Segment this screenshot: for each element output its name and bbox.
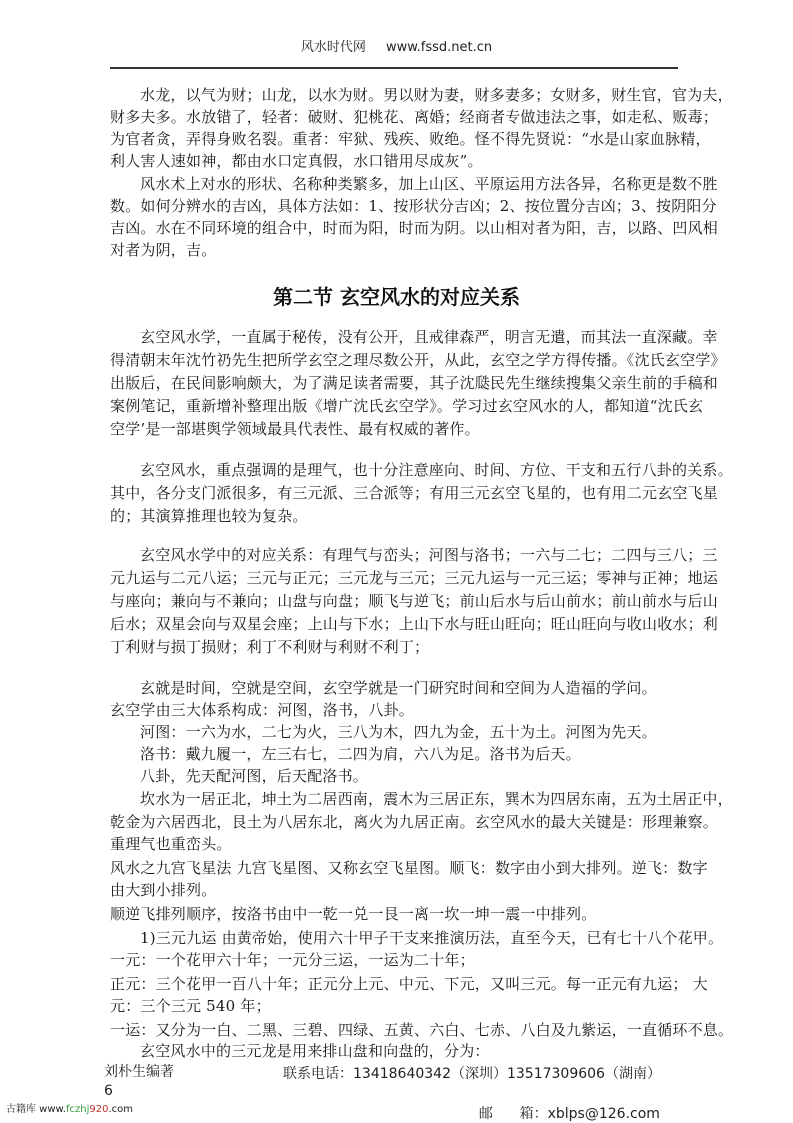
text-line: 出版后，在民间影响颇大，为了满足读者需要，其子沈瓞民先生继续搜集父亲生前的手稿和: [110, 374, 719, 392]
text-line: 对者为阴，吉。: [110, 241, 217, 259]
phone-2-location: （湖南）: [604, 1066, 661, 1082]
text-line: 乾金为六居西北，艮土为八居东北，离火为九居正南。玄空风水的最大关键是：形理兼察。: [110, 813, 719, 831]
text-line: 由大到小排列。: [110, 881, 217, 899]
text-line: 其中，各分支门派很多，有三元派、三合派等；有用三元玄空飞星的，也有用二元玄空飞星: [110, 484, 719, 502]
text-line: 后水；双星会向与双星会座；上山与下水；上山下水与旺山旺向；旺山旺向与收山收水；利: [110, 615, 719, 633]
text-line: 的；其演算推理也较为复杂。: [110, 507, 308, 525]
header-site-url: www.fssd.net.cn: [385, 40, 493, 55]
text-line: 与座向；兼向与不兼向；山盘与向盘；顺飞与逆飞；前山后水与后山前水；前山前水与后山: [110, 592, 719, 610]
phone-label: 联系电话：: [283, 1066, 353, 1082]
text-line: 吉凶。水在不同环境的组合中，时而为阳，时而为阴。以山相对者为阳，吉，以路、凹风相: [110, 219, 719, 237]
text-line: 风水之九宫飞星法 九宫飞星图、又称玄空飞星图。顺飞：数字由小到大排列。逆飞：数字: [110, 859, 708, 877]
text-line: 玄空风水中的三元龙是用来排山盘和向盘的，分为：: [140, 1042, 490, 1060]
text-line: 玄空学由三大体系构成：河图，洛书，八卦。: [110, 701, 415, 719]
page-number: 6: [104, 1083, 113, 1099]
text-line: 八卦，先天配河图，后天配洛书。: [140, 767, 369, 785]
header-site-name: 风水时代网: [300, 40, 366, 55]
text-line: 为官者贪，弄得身败名裂。重者：牢狱、残疾、败绝。怪不得先贤说：“水是山家血脉精，: [110, 130, 711, 148]
text-line: 数。如何分辨水的吉凶，具体方法如：1、按形状分吉凶；2、按位置分吉凶；3、按阴阳分: [110, 197, 717, 215]
text-line: 丁利财与损丁损财；利丁不利财与利财不利丁；: [110, 638, 430, 656]
text-line: 利人害人速如神，都由水口定真假，水口错用尽成灰”。: [110, 152, 483, 170]
text-line: 得清朝末年沈竹礽先生把所学玄空之理尽数公开，从此，玄空之学方得传播。《沈氏玄空学》: [110, 351, 726, 369]
text-line: 河图：一六为水，二七为火，三八为木，四九为金，五十为土。河图为先天。: [140, 723, 657, 741]
footer-author: 刘朴生编著: [104, 1064, 174, 1080]
text-line: 洛书：戴九履一，左三右七，二四为肩，六八为足。洛书为后天。: [140, 745, 581, 763]
text-line: 案例笔记，重新增补整理出版《增广沈氏玄空学》。学习过玄空风水的人，都知道“沈氏玄: [110, 397, 704, 415]
watermark-suffix: .com: [108, 1104, 134, 1115]
text-line: 玄空风水，重点强调的是理气，也十分注意座向、时间、方位、干支和五行八卦的关系。: [140, 461, 733, 479]
text-line: 玄就是时间，空就是空间，玄空学就是一门研究时间和空间为人造福的学问。: [140, 679, 657, 697]
page-header: [0, 36, 793, 55]
text-line: 玄空风水学，一直属于秘传，没有公开，且戒律森严，明言无遣，而其法一直深藏。幸: [140, 328, 718, 346]
section-title: 第二节 玄空风水的对应关系: [273, 285, 520, 309]
watermark: [6, 1100, 133, 1115]
watermark-prefix: 古籍库 www.: [6, 1104, 66, 1115]
text-line: 一运：又分为一白、二黑、三碧、四绿、五黄、六白、七赤、八白及九紫运，一直循环不息。: [110, 1021, 734, 1039]
text-line: 财多夫多。水放错了，轻者：破财、犯桃花、离婚；经商者专做违法之事，如走私、贩毒；: [110, 108, 719, 126]
text-line: 空学’是一部堪舆学领域最具代表性、最有权威的著作。: [110, 420, 480, 438]
text-line: 坎水为一居正北，坤土为二居西南，震木为三居正东，巽木为四居东南，五为土居正中，: [140, 790, 733, 808]
watermark-red: 920: [89, 1104, 109, 1115]
text-line: 水龙，以气为财；山龙，以水为财。男以财为妻，财多妻多；女财多，财生官，官为夫，: [140, 86, 733, 104]
text-line: 玄空风水学中的对应关系：有理气与峦头；河图与洛书；一六与二七；二四与三八；三: [140, 546, 718, 564]
phone-2: 13517309606: [506, 1066, 605, 1082]
header-rule: [110, 67, 678, 69]
text-line: 一元：一个花甲六十年；一元分三运，一运为二十年；: [110, 951, 475, 969]
watermark-green: fczhj: [65, 1104, 90, 1115]
text-line: 顺逆飞排列顺序，按洛书由中一乾一兑一艮一离一坎一坤一震一中排列。: [110, 905, 597, 923]
text-line: 风水术上对水的形状、名称种类繁多，加上山区、平原运用方法各异，名称更是数不胜: [140, 175, 718, 193]
footer-contact: [283, 1063, 661, 1083]
text-line: 元：三个三元 540 年；: [110, 997, 271, 1015]
phone-1: 13418640342: [353, 1066, 451, 1082]
text-line: 正元：三个花甲一百八十年；正元分上元、中元、下元，又叫三元。每一正元有九运； 大: [110, 975, 708, 993]
text-line: 元九运与二元八运；三元与正元；三元龙与三元；三元九运与一元三运；零神与正神；地运: [110, 569, 719, 587]
phone-1-location: （深圳）: [450, 1066, 507, 1082]
email-label: 邮 箱：: [478, 1106, 548, 1122]
text-line: 重理气也重峦头。: [110, 835, 232, 853]
text-line: 1)三元九运 由黄帝始，使用六十甲子干支来推演历法，直至今天，已有七十八个花甲。: [140, 929, 724, 947]
footer-email: [470, 1087, 660, 1123]
email-address: xblps@126.com: [547, 1106, 660, 1122]
